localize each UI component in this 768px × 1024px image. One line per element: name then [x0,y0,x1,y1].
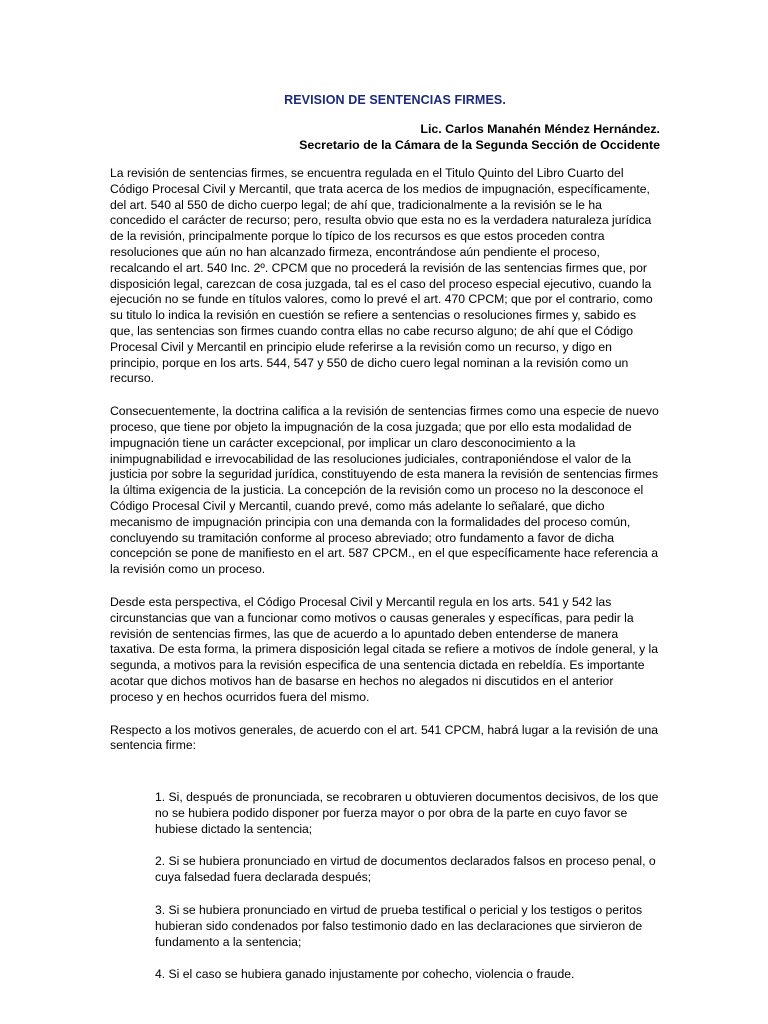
author-role: Secretario de la Cámara de la Segunda Sección de Occidente [299,138,660,152]
document-title: REVISION DE SENTENCIAS FIRMES. [284,93,506,107]
document-body [110,166,660,754]
list-item: 2. Si se hubiera pronunciado en virtud de documentos declarados falsos en proceso penal, o cuya falsedad fuera declarada después; [155,854,656,885]
paragraph: Respecto a los motivos generales, de acuerdo con el art. 541 CPCM, habrá lugar a la revisión de una sentencia firme: [110,722,659,753]
author-block [110,121,660,153]
motives-list [110,790,660,983]
list-item: 3. Si se hubiera pronunciado en virtud de prueba testifical o pericial y los testigos o peritos hubieran sido condenados por falso testimonio dado en las declaraciones que sirvieron de fundamento a la sentencia; [155,903,643,949]
paragraph: La revisión de sentencias firmes, se encuentra regulada en el Titulo Quinto del Libro Cuarto del Código Procesal Civil y Mercantil, que trata acerca de los medios de impugnación, específicamente, del art. 540 al 550 de dicho cuerpo legal; de ahí que, tradicionalmente a la revisión se le ha concedido el carácter de recurso; pero, resulta obvio que esta no es la verdadera naturaleza jurídica de la revisión, principalmente porque lo típico de los recursos es que estos proceden contra resoluciones que aún no han alcanzado firmeza, encontrándose aún pendiente el proceso, recalcando el art. 540 Inc. 2º. CPCM que no procederá la revisión de las sentencias firmes que, por disposición legal, carezcan de cosa juzgada, tal es el caso del proceso especial ejecutivo, cuando la ejecución no se funde en títulos valores, como lo prevé el art. 470 CPCM; que por el contrario, como su titulo lo indica la revisión en cuestión se refiere a sentencias o resoluciones firmes y, sabido es que, las sentencias son firmes cuando contra ellas no cabe recurso alguno; de ahí que el Código Procesal Civil y Mercantil en principio elude referirse a la revisión como un recurso, y digo en principio, porque en los arts. 544, 547 y 550 de dicho cuero legal nominan a la revisión como un recurso. [110,166,653,386]
paragraph: Desde esta perspectiva, el Código Procesal Civil y Mercantil regula en los arts. 541 y 542 las circunstancias que van a funcionar como motivos o causas generales y específicas, para pedir la revisión de sentencias firmes, las que de acuerdo a lo apuntado deben entenderse de manera taxativa. De esta forma, la primera disposición legal citada se refiere a motivos de índole general, y la segunda, a motivos para la revisión especifica de una sentencia dictada en rebeldía. Es importante acotar que dichos motivos han de basarse en hechos no alegados ni discutidos en el anterior proceso y en hechos ocurridos fuera del mismo. [110,594,659,704]
author-name: Lic. Carlos Manahén Méndez Hernández. [420,122,660,136]
list-item: 1. Si, después de pronunciada, se recobraren u obtuvieren documentos decisivos, de los que no se hubiera podido disponer por fuerza mayor o por obra de la parte en cuyo favor se hubiese dictado la sentencia; [155,790,659,836]
paragraph: Consecuentemente, la doctrina califica a la revisión de sentencias firmes como una especie de nuevo proceso, que tiene por objeto la impugnación de la cosa juzgada; que por ello esta modalidad de impugnación tiene un carácter excepcional, por implicar un claro desconocimiento a la inimpugnabilidad e irrevocabilidad de las resoluciones judiciales, contraponiéndose el valor de la justicia por sobre la seguridad jurídica, constituyendo de esta manera la revisión de sentencias firmes la última exigencia de la justicia. La concepción de la revisión como un proceso no la desconoce el Código Procesal Civil y Mercantil, cuando prevé, como más adelante lo señalaré, que dicho mecanismo de impugnación principia con una demanda con la formalidades del proceso común, concluyendo su tramitación conforme al proceso abreviado; otro fundamento a favor de dicha concepción se pone de manifiesto en el art. 587 CPCM., en el que específicamente hace referencia a la revisión como un proceso. [110,404,659,577]
list-item: 4. Si el caso se hubiera ganado injustamente por cohecho, violencia o fraude. [155,967,575,982]
